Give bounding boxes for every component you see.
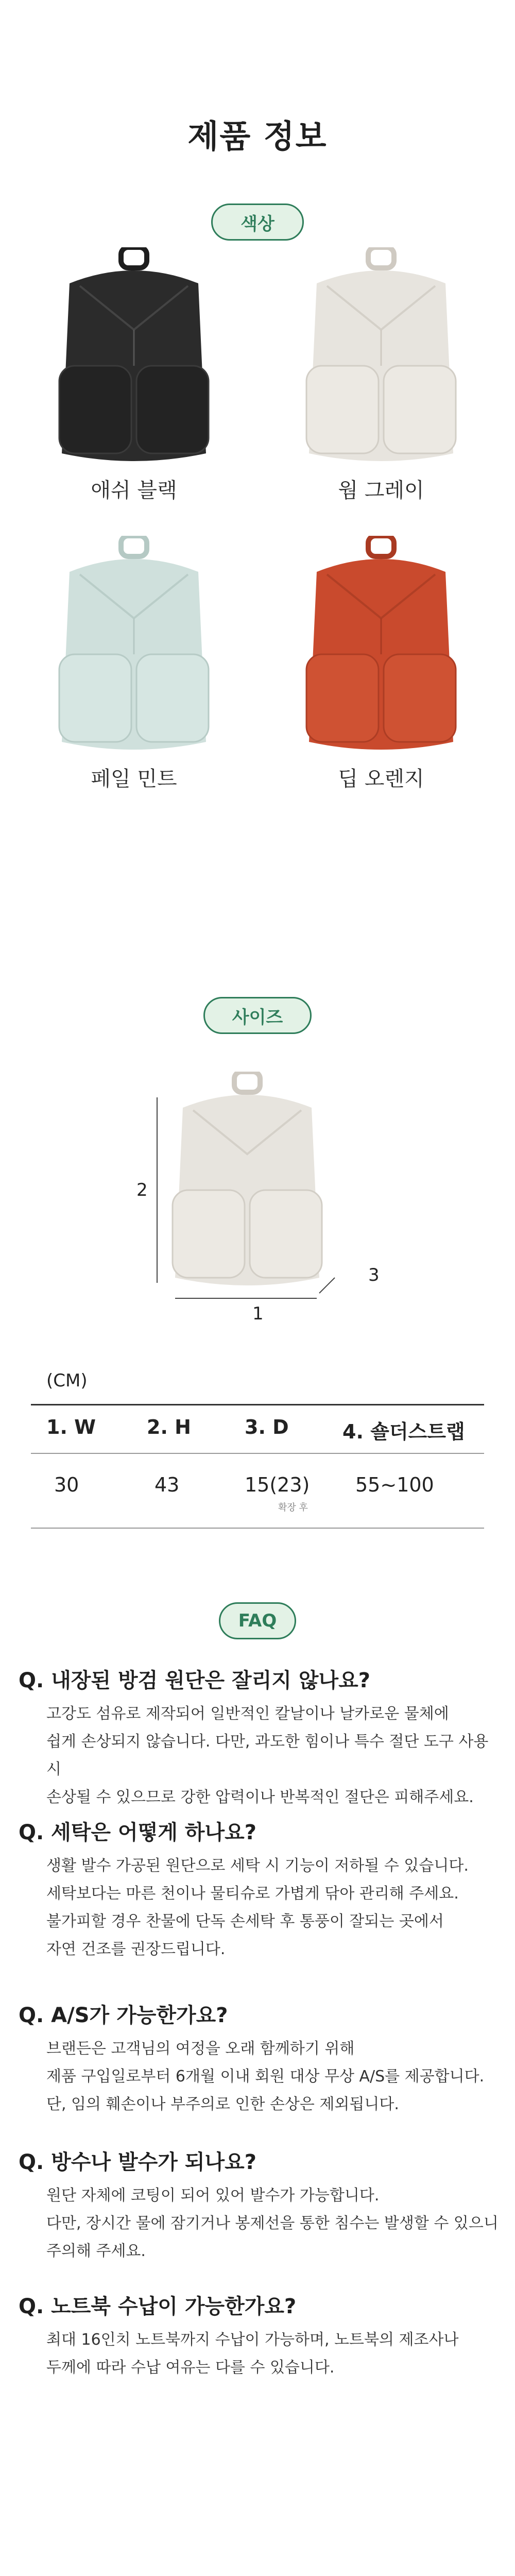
backpack-ash-black-image [49,247,219,469]
depth-dimension-line [319,1278,335,1293]
faq-question-3: Q. A/S가 가능한가요? [19,2004,228,2027]
faq-answer-1: 고강도 섬유로 제작되어 일반적인 칼날이나 날카로운 물체에 쉽게 손상되지 않습니다. 다만, 과도한 힘이나 특수 절단 도구 사용 시 손상될 수 있으므로 강한 압력이나 반복적인 절단은 피해주세요. [46,1705,489,1806]
page-title: 제품 정보 [187,117,328,155]
faq-section-pill: FAQ [219,1602,296,1639]
dim-label-width: 1 [252,1303,264,1324]
faq-question-2: Q. 세탁은 어떻게 하나요? [19,1821,256,1844]
color-label-deep-orange: 딥 오렌지 [338,767,424,791]
color-label-warm-gray: 웜 그레이 [338,479,424,502]
size-unit: (CM) [46,1370,88,1391]
size-header-h: 2. H [147,1416,191,1438]
backpack-pale-mint-image [49,536,219,757]
size-table-mid-rule [31,1453,484,1454]
color-section-pill: 색상 [211,204,304,241]
faq-question-1: Q. 내장된 방검 원단은 잘리지 않나요? [19,1669,370,1692]
size-value-w: 30 [54,1473,79,1496]
size-section-pill: 사이즈 [203,997,312,1034]
faq-answer-2: 생활 발수 가공된 원단으로 세탁 시 기능이 저하될 수 있습니다. 세탁보다는 마른 천이나 물티슈로 가볍게 닦아 관리해 주세요. 불가피할 경우 찬물에 단독 손세탁 후 통풍이 잘되는 곳에서 자연 건조를 권장드립니다. [46,1857,469,1958]
color-label-ash-black: 애쉬 블랙 [91,479,177,502]
faq-answer-4: 원단 자체에 코팅이 되어 있어 발수가 가능합니다. 다만, 장시간 물에 잠기거나 봉제선을 통한 침수는 발생할 수 있으니 주의해 주세요. [46,2187,499,2260]
dim-label-depth: 3 [368,1265,380,1285]
color-label-pale-mint: 페일 민트 [91,767,177,791]
size-diagram [139,1072,386,1340]
size-header-d: 3. D [245,1416,289,1438]
dim-label-height: 2 [136,1180,148,1200]
faq-answer-3: 브랜든은 고객님의 여정을 오래 함께하기 위해 제품 구입일로부터 6개월 이내 회원 대상 무상 A/S를 제공합니다. 단, 임의 훼손이나 부주의로 인한 손상은 제외됩니다. [46,2040,485,2113]
size-header-strap: 4. 숄더스트랩 [342,1420,465,1443]
backpack-warm-gray-image [296,247,466,469]
backpack-shape [59,247,209,461]
faq-answer-5: 최대 16인치 노트북까지 수납이 가능하며, 노트북의 제조사나 두께에 따라 수납 여유는 다를 수 있습니다. [46,2331,459,2377]
size-header-w: 1. W [46,1416,96,1438]
backpack-deep-orange-image [296,536,466,757]
size-expand-note: 확장 후 [278,1502,308,1513]
faq-question-4: Q. 방수나 발수가 되나요? [19,2150,256,2174]
size-value-d: 15(23) [245,1473,310,1496]
size-value-h: 43 [154,1473,180,1496]
size-table-top-rule [31,1404,484,1405]
size-table-bottom-rule [31,1528,484,1529]
faq-question-5: Q. 노트북 수납이 가능한가요? [19,2295,297,2318]
size-value-strap: 55~100 [355,1473,434,1496]
backpack-size-illustration [173,1072,322,1285]
